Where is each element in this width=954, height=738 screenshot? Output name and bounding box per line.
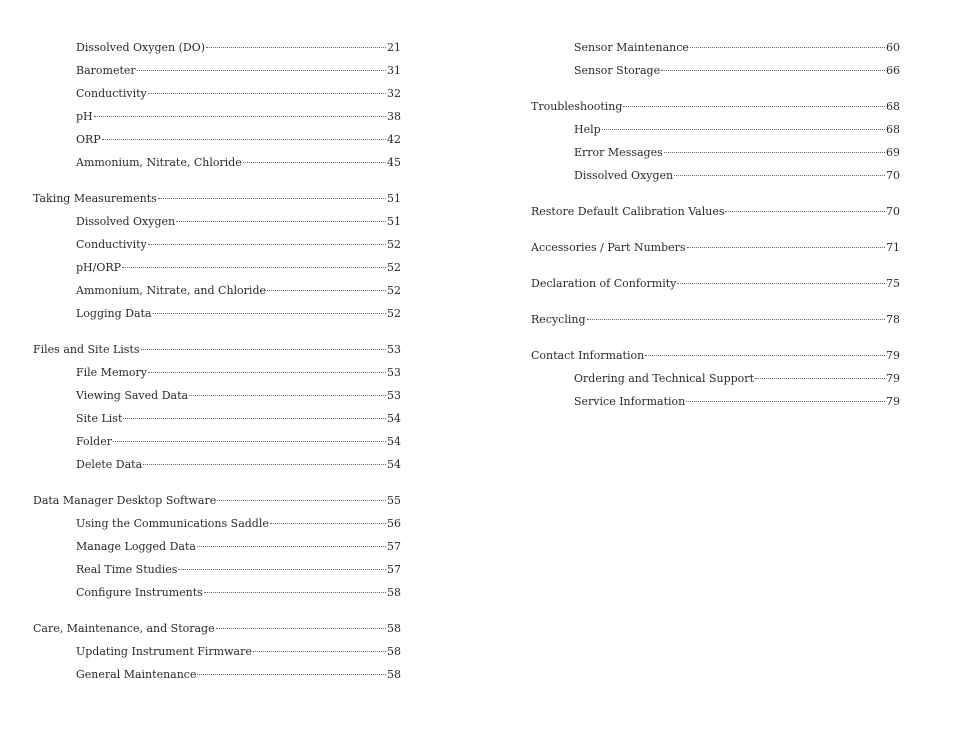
toc-entry-title: Help	[574, 123, 601, 136]
dot-leader	[674, 174, 885, 176]
toc-entry-page-number: 68	[886, 123, 900, 136]
toc-entry-page-number: 54	[387, 435, 401, 448]
dot-leader	[270, 522, 386, 524]
toc-entry-title: Restore Default Calibration Values	[531, 205, 725, 218]
toc-entry-data-manager-desktop-software[interactable]	[33, 491, 401, 514]
toc-entry-ph-orp[interactable]	[33, 258, 401, 281]
toc-entry-page-number: 54	[387, 412, 401, 425]
toc-entry-page-number: 53	[387, 343, 401, 356]
toc-entry-barometer[interactable]	[33, 61, 401, 84]
toc-entry-page-number: 52	[387, 307, 401, 320]
toc-entry-troubleshooting[interactable]	[531, 97, 900, 120]
toc-entry-care-maintenance-and-storage[interactable]	[33, 619, 401, 642]
toc-entry-page-number: 57	[387, 540, 401, 553]
toc-entry-title: Sensor Storage	[574, 64, 661, 77]
toc-entry-title: Sensor Maintenance	[574, 41, 689, 54]
dot-leader	[686, 400, 885, 402]
toc-entry-page-number: 56	[387, 517, 401, 530]
toc-entry-title: Conductivity	[76, 87, 147, 100]
toc-entry-title: Real Time Studies	[76, 563, 178, 576]
toc-entry-title: Troubleshooting	[531, 100, 623, 113]
toc-entry-page-number: 75	[886, 277, 900, 290]
toc-entry-service-information[interactable]	[531, 392, 900, 415]
dot-leader	[217, 499, 386, 501]
toc-entry-title: Configure Instruments	[76, 586, 203, 599]
toc-entry-viewing-saved-data[interactable]	[33, 386, 401, 409]
toc-entry-page-number: 51	[387, 215, 401, 228]
toc-right-column	[531, 38, 900, 415]
toc-entry-title: Updating Instrument Firmware	[76, 645, 252, 658]
dot-leader	[267, 289, 386, 291]
toc-entry-title: Delete Data	[76, 458, 143, 471]
toc-entry-title: Data Manager Desktop Software	[33, 494, 217, 507]
toc-entry-sensor-maintenance[interactable]	[531, 38, 900, 61]
toc-entry-page-number: 66	[886, 64, 900, 77]
toc-entry-title: Dissolved Oxygen	[574, 169, 674, 182]
dot-leader	[137, 69, 386, 71]
toc-entry-title: Manage Logged Data	[76, 540, 196, 553]
toc-entry-page-number: 68	[886, 100, 900, 113]
toc-entry-page-number: 58	[387, 645, 401, 658]
dot-leader	[176, 220, 386, 222]
toc-entry-page-number: 70	[886, 205, 900, 218]
toc-entry-title: Accessories / Part Numbers	[531, 241, 686, 254]
toc-entry-taking-measurements[interactable]	[33, 189, 401, 212]
toc-entry-page-number: 31	[387, 64, 401, 77]
toc-entry-page-number: 78	[886, 313, 900, 326]
toc-entry-real-time-studies[interactable]	[33, 560, 401, 583]
toc-left-column	[33, 38, 401, 688]
toc-entry-conductivity[interactable]	[33, 84, 401, 107]
toc-entry-title: Files and Site Lists	[33, 343, 140, 356]
toc-entry-page-number: 55	[387, 494, 401, 507]
dot-leader	[623, 105, 885, 107]
toc-entry-title: Error Messages	[574, 146, 663, 159]
toc-entry-title: Contact Information	[531, 349, 645, 362]
toc-entry-page-number: 45	[387, 156, 401, 169]
dot-leader	[206, 46, 386, 48]
toc-entry-title: Recycling	[531, 313, 586, 326]
toc-entry-page-number: 71	[886, 241, 900, 254]
dot-leader	[253, 650, 386, 652]
dot-leader	[141, 348, 386, 350]
toc-entry-page-number: 52	[387, 261, 401, 274]
dot-leader	[122, 266, 386, 268]
toc-entry-title: pH/ORP	[76, 261, 122, 274]
toc-entry-page-number: 21	[387, 41, 401, 54]
toc-entry-accessories-part-numbers[interactable]	[531, 238, 900, 261]
toc-entry-title: Ammonium, Nitrate, and Chloride	[76, 284, 266, 297]
dot-leader	[587, 318, 886, 320]
dot-leader	[178, 568, 386, 570]
toc-entry-page-number: 51	[387, 192, 401, 205]
toc-entry-using-the-communications-saddle[interactable]	[33, 514, 401, 537]
dot-leader	[148, 243, 386, 245]
toc-entry-sensor-storage[interactable]	[531, 61, 900, 84]
toc-entry-title: Dissolved Oxygen	[76, 215, 176, 228]
dot-leader	[113, 440, 386, 442]
toc-entry-page-number: 70	[886, 169, 900, 182]
toc-entry-configure-instruments[interactable]	[33, 583, 401, 606]
dot-leader	[645, 354, 885, 356]
toc-entry-updating-instrument-firmware[interactable]	[33, 642, 401, 665]
toc-entry-title: Ordering and Technical Support	[574, 372, 754, 385]
dot-leader	[153, 312, 386, 314]
toc-entry-title: Site List	[76, 412, 123, 425]
dot-leader	[102, 138, 386, 140]
toc-entry-folder[interactable]	[33, 432, 401, 455]
dot-leader	[148, 92, 386, 94]
dot-leader	[204, 591, 386, 593]
toc-entry-title: Folder	[76, 435, 112, 448]
toc-entry-page-number: 38	[387, 110, 401, 123]
toc-entry-page-number: 58	[387, 586, 401, 599]
toc-entry-dissolved-oxygen-do[interactable]	[33, 38, 401, 61]
toc-entry-page-number: 32	[387, 87, 401, 100]
toc-entry-page-number: 57	[387, 563, 401, 576]
toc-entry-contact-information[interactable]	[531, 346, 900, 369]
dot-leader	[664, 151, 885, 153]
toc-entry-title: pH	[76, 110, 93, 123]
toc-entry-page-number: 52	[387, 284, 401, 297]
toc-entry-title: Viewing Saved Data	[76, 389, 189, 402]
toc-entry-title: Conductivity	[76, 238, 147, 251]
dot-leader	[687, 246, 885, 248]
toc-entry-page-number: 52	[387, 238, 401, 251]
dot-leader	[677, 282, 885, 284]
dot-leader	[189, 394, 386, 396]
dot-leader	[148, 371, 386, 373]
toc-entry-title: General Maintenance	[76, 668, 197, 681]
toc-entry-title: Declaration of Conformity	[531, 277, 677, 290]
toc-entry-ammonium-nitrate-chloride[interactable]	[33, 153, 401, 176]
dot-leader	[158, 197, 386, 199]
dot-leader	[755, 377, 885, 379]
toc-entry-title: Ammonium, Nitrate, Chloride	[76, 156, 242, 169]
dot-leader	[123, 417, 386, 419]
toc-entry-ammonium-nitrate-and-chloride[interactable]	[33, 281, 401, 304]
dot-leader	[661, 69, 885, 71]
toc-entry-conductivity[interactable]	[33, 235, 401, 258]
dot-leader	[243, 161, 386, 163]
dot-leader	[725, 210, 885, 212]
toc-entry-general-maintenance[interactable]	[33, 665, 401, 688]
toc-entry-recycling[interactable]	[531, 310, 900, 333]
toc-entry-declaration-of-conformity[interactable]	[531, 274, 900, 297]
dot-leader	[197, 545, 386, 547]
toc-entry-delete-data[interactable]	[33, 455, 401, 478]
toc-entry-dissolved-oxygen[interactable]	[33, 212, 401, 235]
toc-entry-page-number: 54	[387, 458, 401, 471]
toc-entry-page-number: 58	[387, 668, 401, 681]
toc-entry-ph[interactable]	[33, 107, 401, 130]
toc-entry-files-and-site-lists[interactable]	[33, 340, 401, 363]
toc-entry-page-number: 53	[387, 366, 401, 379]
dot-leader	[690, 46, 885, 48]
toc-entry-title: Taking Measurements	[33, 192, 157, 205]
toc-entry-page-number: 53	[387, 389, 401, 402]
toc-entry-logging-data[interactable]	[33, 304, 401, 327]
toc-entry-page-number: 79	[886, 349, 900, 362]
toc-entry-error-messages[interactable]	[531, 143, 900, 166]
toc-entry-manage-logged-data[interactable]	[33, 537, 401, 560]
toc-entry-help[interactable]	[531, 120, 900, 143]
toc-entry-page-number: 69	[886, 146, 900, 159]
toc-entry-page-number: 58	[387, 622, 401, 635]
dot-leader	[216, 627, 386, 629]
toc-entry-page-number: 79	[886, 395, 900, 408]
toc-entry-page-number: 79	[886, 372, 900, 385]
toc-entry-title: File Memory	[76, 366, 147, 379]
toc-entry-title: Dissolved Oxygen (DO)	[76, 41, 206, 54]
toc-entry-ordering-and-technical-support[interactable]	[531, 369, 900, 392]
dot-leader	[143, 463, 386, 465]
toc-entry-orp[interactable]	[33, 130, 401, 153]
toc-entry-dissolved-oxygen[interactable]	[531, 166, 900, 189]
toc-entry-title: ORP	[76, 133, 101, 146]
toc-entry-page-number: 60	[886, 41, 900, 54]
dot-leader	[94, 115, 386, 117]
toc-entry-title: Using the Communications Saddle	[76, 517, 269, 530]
toc-entry-title: Care, Maintenance, and Storage	[33, 622, 215, 635]
toc-entry-title: Logging Data	[76, 307, 152, 320]
dot-leader	[602, 128, 885, 130]
toc-entry-title: Barometer	[76, 64, 136, 77]
toc-entry-page-number: 42	[387, 133, 401, 146]
toc-entry-file-memory[interactable]	[33, 363, 401, 386]
toc-entry-restore-default-calibration-values[interactable]	[531, 202, 900, 225]
dot-leader	[197, 673, 386, 675]
toc-entry-site-list[interactable]	[33, 409, 401, 432]
toc-entry-title: Service Information	[574, 395, 686, 408]
